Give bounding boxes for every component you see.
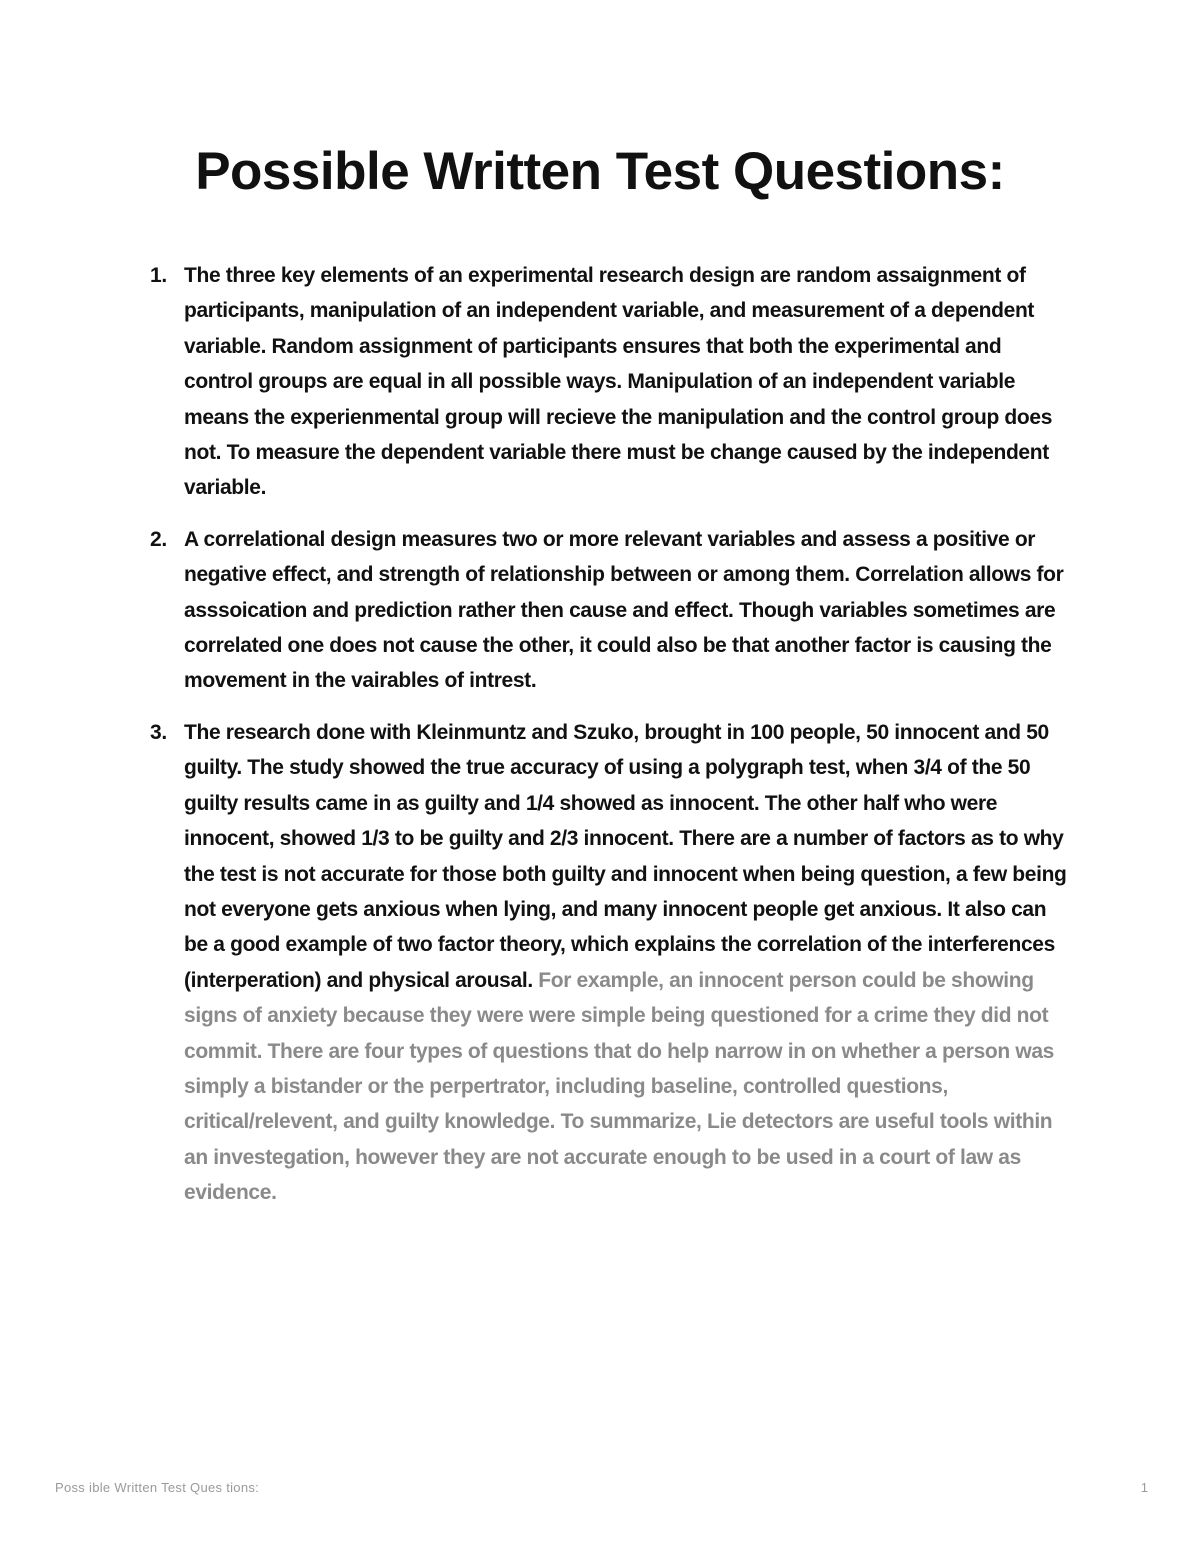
question-list	[142, 258, 1072, 1227]
question-text: A correlational design measures two or more relevant variables and assess a positive or negative effect, and strength of relationship between or among them. Correlation allows for asssoication and prediction rather then cause and effect. Though variables sometimes are correlated one does not cause the other, it could also be that another factor is causing the movement in the vairables of intrest.	[184, 527, 1064, 693]
question-number: 3.	[150, 720, 167, 744]
question-number: 1.	[150, 264, 167, 287]
question-item-1	[142, 258, 1072, 506]
footer-page-number: 1	[1140, 1480, 1148, 1495]
question-item-3	[142, 715, 1072, 1211]
question-text-faded: For example, an innocent person could be showing signs of anxiety because they were were simple being questioned for a crime they did not commit. There are four types of questions that do help narrow in on whether a person was simply a bistander or the perpertrator, including baseline, controlled questions, critical/relevent, and guilty knowledge. To summarize, Lie detectors are useful tools within an investegation, however they are not accurate enough to be used in a court of law as evidence.	[184, 968, 1055, 1205]
page-title: Possible Written Test Questions:	[195, 142, 1005, 201]
footer-document-title: Poss ible Written Test Ques tions:	[55, 1480, 260, 1495]
question-number: 2.	[150, 527, 167, 551]
question-text: The research done with Kleinmuntz and Szuko, brought in 100 people, 50 innocent and 50 guilty. The study showed the true accuracy of using a polygraph test, when 3/4 of the 50 guilty results came in as guilty and 1/4 showed as innocent. The other half who were innocent, showed 1/3 to be guilty and 2/3 innocent. There are a number of factors as to why the test is not accurate for those both guilty and innocent when being question, a few being not everyone gets anxious when lying, and many innocent people get anxious. It also can be a good example of two factor theory, which explains the correlation of the interferences (interperation) and physical arousal.	[184, 720, 1067, 992]
question-item-2	[142, 522, 1072, 699]
question-text: The three key elements of an experimental research design are random assaignment of participants, manipulation of an independent variable, and measurement of a dependent variable. Random assignment of participants ensures that both the experimental and control groups are equal in all possible ways. Manipulation of an independent variable means the experienmental group will recieve the manipulation and the control group does not. To measure the dependent variable there must be change caused by the independent variable.	[184, 264, 1053, 500]
